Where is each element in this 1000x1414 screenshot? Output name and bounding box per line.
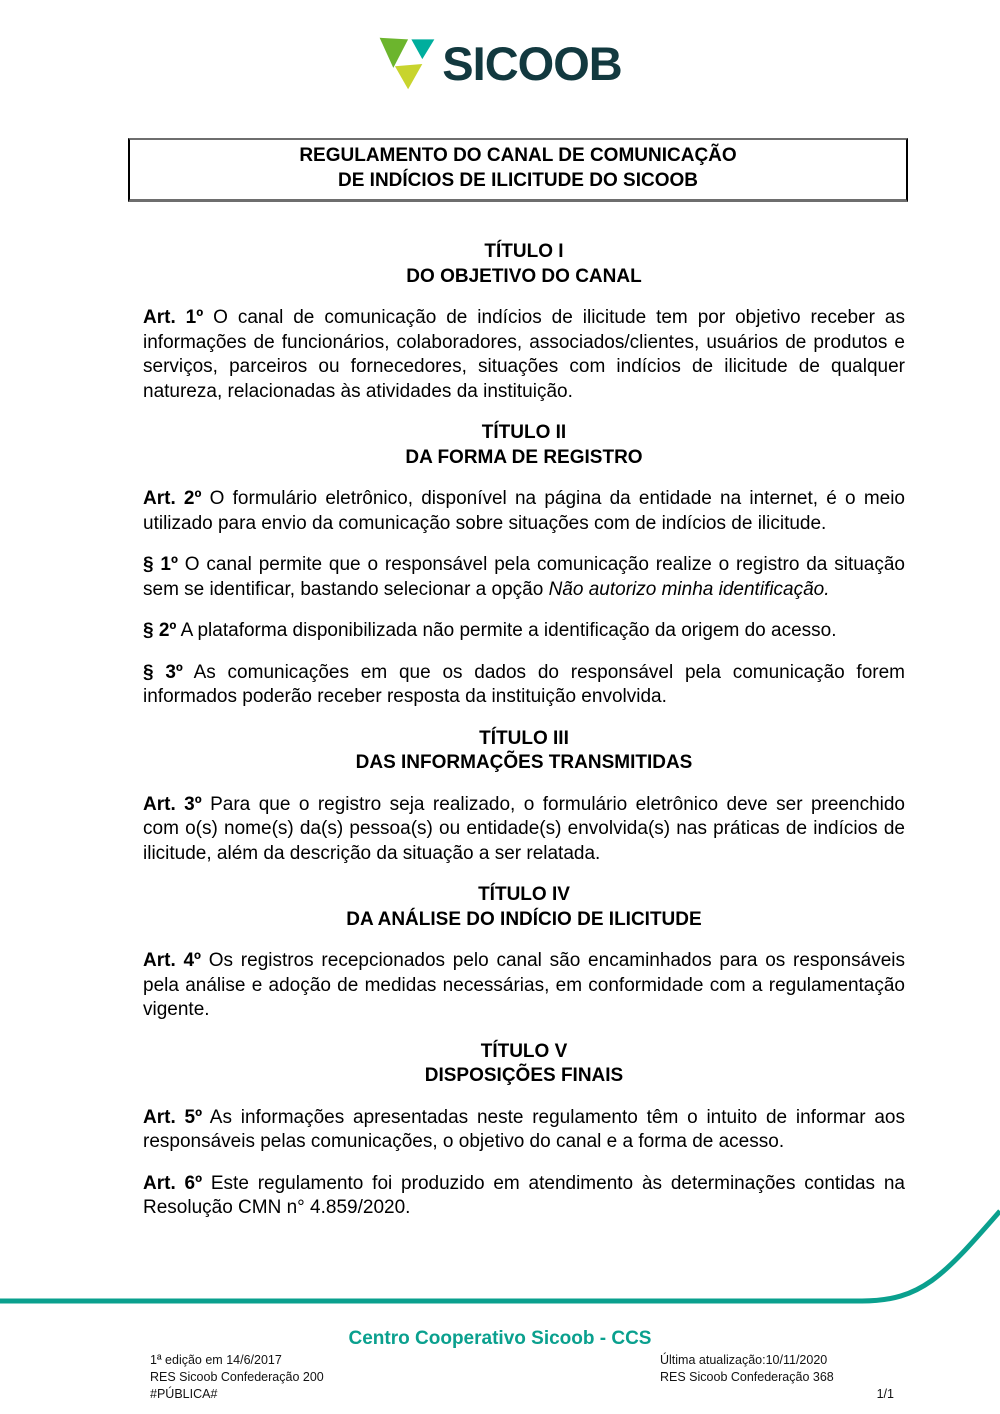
paragraph-par-1 [143,553,905,602]
paragraph-par-3 [143,661,905,710]
article-text: Para que o registro seja realizado, o formulário eletrônico deve ser preenchido com o(s) nome(s) da(s) pessoa(s) ou entidade(s) envolvida(s) nas práticas de indícios de ilicitude, além da descrição da situação a ser relatada. [143,793,905,864]
sicoob-logo [0,36,1000,91]
footer-edition: 1ª edição em 14/6/2017 [150,1353,282,1367]
section-heading-number: TÍTULO IV [478,884,570,905]
article-label: Art. 5º [143,1106,203,1128]
section-heading-name: DA FORMA DE REGISTRO [405,446,643,468]
paragraph-art-4 [143,949,905,1023]
article-label: Art. 3º [143,793,202,815]
footer-right-block [660,1352,894,1403]
paragraph-text: A plataforma disponibilizada não permite a identificação da origem do acesso. [176,620,837,641]
document-title-line1: REGULAMENTO DO CANAL DE COMUNICAÇÃO [299,145,737,166]
article-text: O canal de comunicação de indícios de ilicitude tem por objetivo receber as informações de funcionários, colaboradores, associados/clientes, usuários de produtos e serviços, parceiros ou fornecedores, situações com indícios de ilicitude de qualquer natureza, relacionadas às atividades da instituição. [143,307,905,402]
logo-triangle-green [380,38,408,68]
paragraph-text: O canal permite que o responsável pela comunicação realize o registro da situação sem se identificar, bastando selecionar a opção [143,554,906,600]
paragraph-text: As comunicações em que os dados do responsável pela comunicação forem informados poderão receber resposta da instituição envolvida. [143,661,905,707]
article-text: As informações apresentadas neste regulamento têm o intuito de informar aos responsáveis pelas comunicações, o objetivo do canal e a forma de acesso. [143,1106,905,1152]
article-label: Art. 6º [143,1172,203,1194]
section-heading-name: DAS INFORMAÇÕES TRANSMITIDAS [355,752,693,773]
paragraph-label: § 3º [143,661,183,683]
paragraph-art-3 [143,793,905,867]
footer-curve-rule [0,1195,1000,1317]
sicoob-logo-mark-icon [378,36,436,91]
logo-triangle-lime [395,64,422,89]
section-heading-name: DISPOSIÇÕES FINAIS [424,1065,624,1086]
section-heading-name: DO OBJETIVO DO CANAL [406,265,642,287]
paragraph-italic-text: Não autorizo minha identificação. [548,578,830,600]
footer-left-block [150,1352,324,1403]
document-body [143,138,905,1221]
paragraph-art-1 [143,306,905,404]
paragraph-label: § 1º [143,554,178,575]
document-title-box [128,138,908,202]
section-heading-titulo-5 [143,1040,905,1089]
section-heading-titulo-3 [143,727,905,776]
logo-triangle-teal [412,39,435,59]
article-label: Art. 1º [143,307,204,328]
section-heading-name: DA ANÁLISE DO INDÍCIO DE ILICITUDE [346,908,702,930]
section-heading-number: TÍTULO III [479,727,569,749]
footer-resolution-new: RES Sicoob Confederação 368 [660,1370,834,1384]
section-heading-titulo-2 [143,421,905,470]
footer-org-title: Centro Cooperativo Sicoob - CCS [348,1328,652,1349]
footer-resolution-old: RES Sicoob Confederação 200 [150,1370,324,1384]
article-text: O formulário eletrônico, disponível na página da entidade na internet, é o meio utilizado para envio da comunicação sobre situações com de indícios de ilicitude. [143,488,906,534]
section-heading-titulo-4 [143,883,905,932]
article-label: Art. 4º [143,950,201,971]
paragraph-label: § 2º [143,620,177,641]
article-text: Os registros recepcionados pelo canal são encaminhados para os responsáveis pela análise e adoção de medidas necessárias, em conformidade com a regulamentação vigente. [143,950,905,1020]
article-text: Este regulamento foi produzido em atendimento às determinações contidas na Resolução CMN n° 4.859/2020. [143,1172,905,1218]
section-heading-titulo-1 [143,240,905,289]
paragraph-art-5 [143,1106,905,1155]
footer-classification: #PÚBLICA# [150,1387,218,1401]
section-heading-number: TÍTULO I [484,241,564,262]
page-number: 1/1 [876,1387,894,1401]
section-heading-number: TÍTULO II [481,422,567,443]
paragraph-par-2 [143,619,905,644]
footer-curve-path [0,1211,1000,1301]
document-title-line2: DE INDÍCIOS DE ILICITUDE DO SICOOB [338,169,698,191]
sicoob-logo-text: SICOOB [442,37,622,90]
article-label: Art. 2º [143,488,202,509]
section-heading-number: TÍTULO V [480,1040,568,1062]
paragraph-art-2 [143,487,905,536]
footer-last-update: Última atualização:10/11/2020 [660,1353,828,1367]
